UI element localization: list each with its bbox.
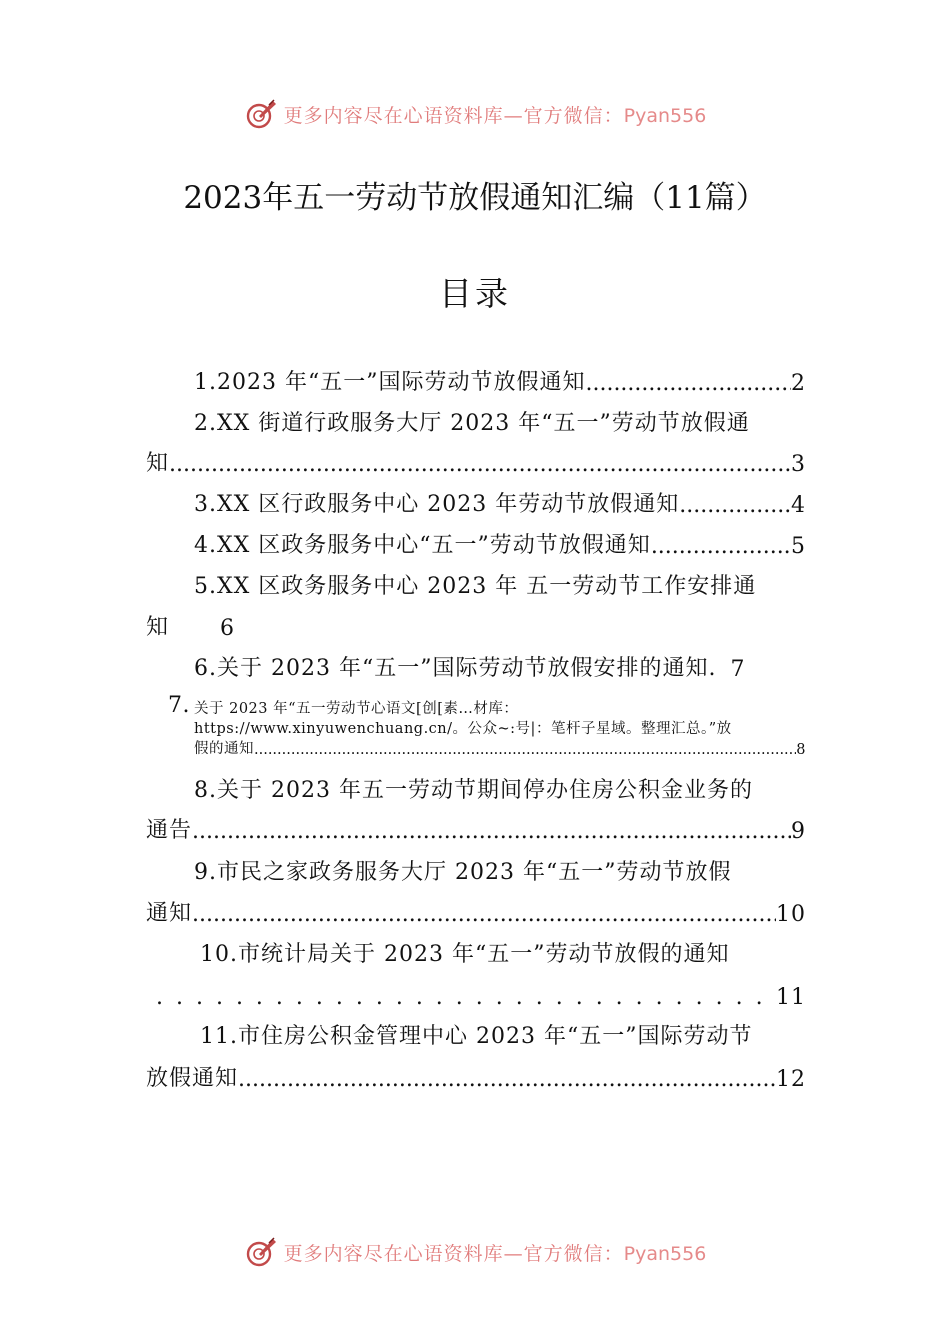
toc-page-number: 7 xyxy=(730,657,746,682)
toc-page-number: 11 xyxy=(776,985,806,1010)
leader-dots xyxy=(254,742,796,758)
leader-dots xyxy=(651,534,791,559)
toc-entry-title: 9.市民之家政务服务大厅 2023 年“五一”劳动节放假 xyxy=(194,860,732,885)
toc-entry-title-cont: https://www.xinyuwenchuang.cn/。公众~:号|：笔杆子星域。整理汇总。”放 xyxy=(194,721,732,737)
toc-entry-title: 8.关于 2023 年五一劳动节期间停办住房公积金业务的 xyxy=(194,778,753,803)
toc-entry-9-continued[interactable] xyxy=(146,891,806,927)
toc-entry-title: 2.XX 街道行政服务大厅 2023 年“五一”劳动节放假通 xyxy=(194,411,750,436)
leader-dots xyxy=(192,902,776,927)
toc-entry-11-continued[interactable] xyxy=(146,1056,806,1092)
pen-nib-logo-icon xyxy=(244,1235,278,1269)
toc-page-number: 2 xyxy=(791,371,806,396)
leader-dots xyxy=(146,985,776,1010)
toc-entry-title: 5.XX 区政务服务中心 2023 年 五一劳动节工作安排通 xyxy=(194,574,757,599)
toc-entry-title: 3.XX 区行政服务中心 2023 年劳动节放假通知 xyxy=(194,492,680,517)
toc-page-number: 9 xyxy=(791,819,806,844)
toc-entry-2[interactable] xyxy=(146,401,806,437)
toc-entry-11[interactable] xyxy=(146,1014,806,1050)
toc-entry-title: 4.XX 区政务服务中心“五一”劳动节放假通知 xyxy=(194,533,651,558)
toc-entry-title: 6.关于 2023 年“五一”国际劳动节放假安排的通知. xyxy=(194,656,717,681)
toc-entry-10[interactable] xyxy=(146,932,806,968)
toc-entry-9[interactable] xyxy=(146,850,806,886)
toc-entry-3[interactable] xyxy=(146,482,806,518)
toc-entry-title-cont: 知 xyxy=(146,615,170,640)
toc-entry-1[interactable] xyxy=(146,360,806,396)
watermark-text: 更多内容尽在心语资料库—官方微信：Pyan556 xyxy=(283,1242,707,1265)
toc-entry-10-continued[interactable] xyxy=(146,974,806,1010)
toc-entry-6[interactable] xyxy=(146,646,806,682)
toc-page-number: 8 xyxy=(796,742,806,758)
leader-dots xyxy=(238,1067,776,1092)
wechat-id: Pyan556 xyxy=(623,1242,707,1265)
watermark-banner-top xyxy=(0,94,950,134)
toc-entry-7-continued-2[interactable] xyxy=(146,738,806,758)
toc-entry-title: 11.市住房公积金管理中心 2023 年“五一”国际劳动节 xyxy=(200,1024,753,1049)
toc-page-number: 3 xyxy=(791,452,806,477)
toc-entry-2-continued[interactable] xyxy=(146,441,806,477)
toc-heading: 目录 xyxy=(439,274,511,313)
toc-page-number: 5 xyxy=(791,534,806,559)
toc-entry-5[interactable] xyxy=(146,564,806,600)
toc-entry-title: 关于 2023 年“五一劳动节心语文[创[素…材库： xyxy=(194,701,519,717)
watermark-text: 更多内容尽在心语资料库—官方微信：Pyan556 xyxy=(283,104,707,127)
toc-entry-number: 7. xyxy=(168,693,190,718)
toc-entry-title: 10.市统计局关于 2023 年“五一”劳动节放假的通知 xyxy=(200,942,730,967)
toc-entry-8-continued[interactable] xyxy=(146,808,806,844)
toc-entry-title-cont: 知 xyxy=(146,451,170,476)
toc-page-number: 12 xyxy=(776,1067,806,1092)
watermark-banner-bottom xyxy=(0,1232,950,1272)
toc-entry-5-continued[interactable] xyxy=(146,605,806,641)
toc-entry-title-cont: 假的通知 xyxy=(194,741,254,757)
leader-dots xyxy=(585,371,791,396)
leader-dots xyxy=(679,493,791,518)
toc-entry-title-cont: 通知 xyxy=(146,901,193,926)
toc-entry-title: 1.2023 年“五一”国际劳动节放假通知 xyxy=(194,370,586,395)
toc-entry-8[interactable] xyxy=(146,768,806,804)
toc-page-number: 4 xyxy=(791,493,806,518)
toc-entry-title-cont: 放假通知 xyxy=(146,1066,239,1091)
leader-dots xyxy=(169,452,791,477)
wechat-id: Pyan556 xyxy=(623,104,707,127)
toc-page-number: 10 xyxy=(776,902,806,927)
document-title: 2023年五一劳动节放假通知汇编（11篇） xyxy=(183,180,767,216)
toc-entry-4[interactable] xyxy=(146,523,806,559)
toc-entry-7-continued[interactable] xyxy=(146,718,806,738)
leader-dots xyxy=(192,819,791,844)
toc-entry-7[interactable] xyxy=(146,693,806,718)
toc-page-number: 6 xyxy=(220,616,235,641)
pen-nib-logo-icon xyxy=(244,97,278,131)
toc-entry-title-cont: 通告 xyxy=(146,818,193,843)
